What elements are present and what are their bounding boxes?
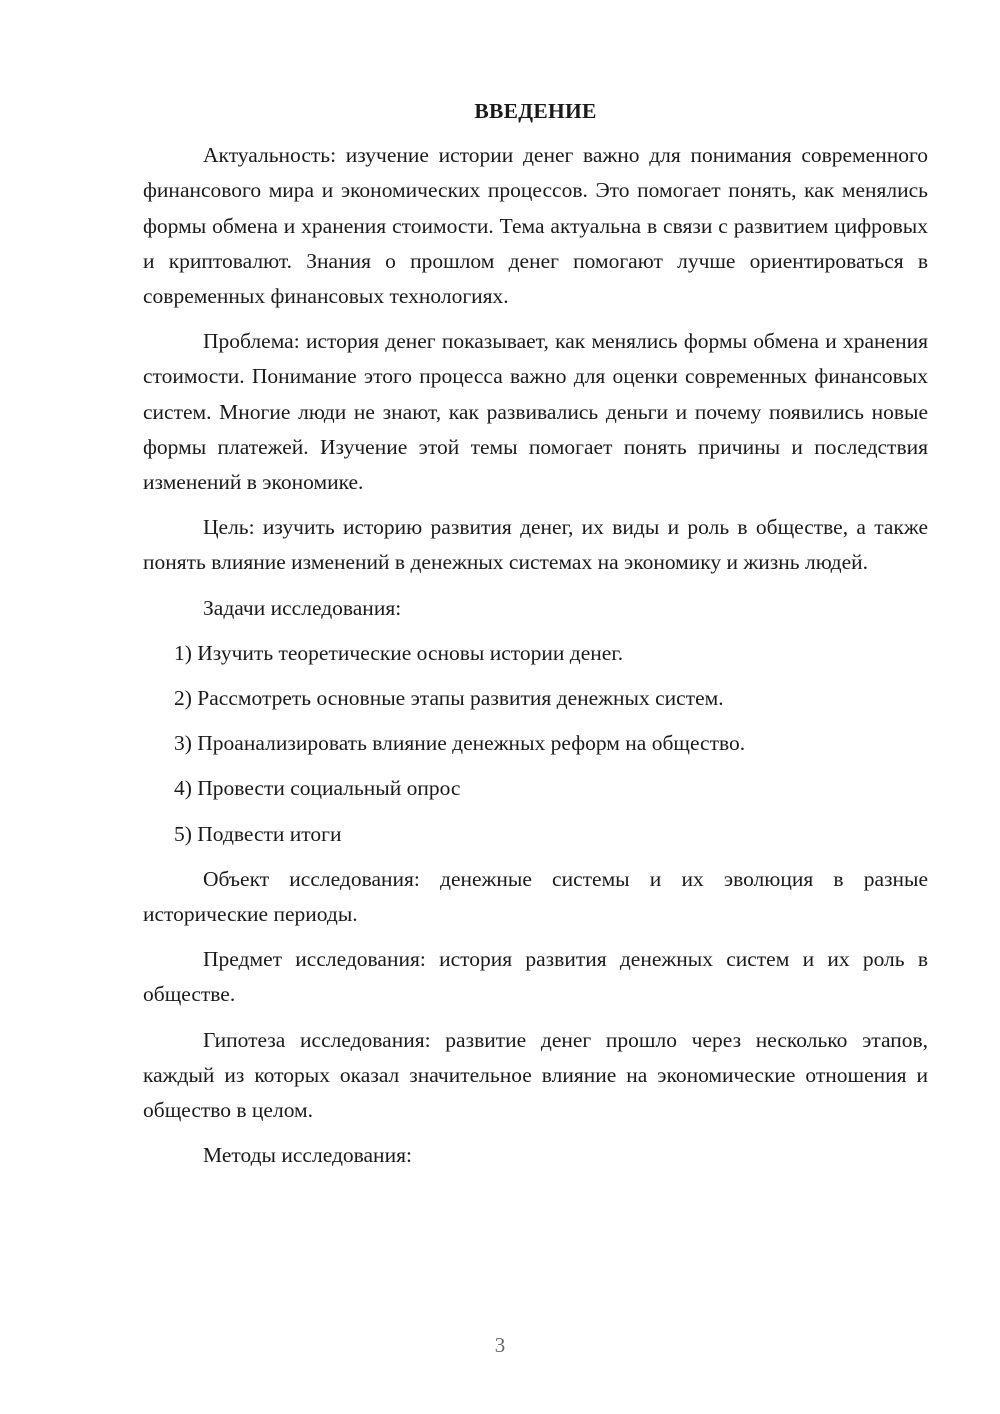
tasks-heading: Задачи исследования: [203,595,402,620]
task-item: 3) Проанализировать влияние денежных реформ на общество. [174,731,746,756]
page-number: 3 [494,1333,506,1357]
problem-paragraph: Проблема: история денег показывает, как менялись формы обмена и хранения стоимости. Понимание этого процесса важно для оценки современных финансовых систем. Многие люди не знают, как развивались деньги и почему появились новые формы платежей. Изучение этой темы помогает понять причины и последствия изменений в экономике. [143,329,928,495]
hypothesis-paragraph: Гипотеза исследования: развитие денег прошло через несколько этапов, каждый из которых оказал значительное влияние на экономические отношения и общество в целом. [143,1027,928,1123]
task-item: 1) Изучить теоретические основы истории денег. [174,640,624,665]
object-paragraph: Объект исследования: денежные системы и их эволюция в разные исторические периоды. [143,866,928,927]
section-title: ВВЕДЕНИЕ [474,99,597,123]
task-item: 5) Подвести итоги [174,821,342,846]
task-item: 4) Провести социальный опрос [174,776,461,801]
task-item: 2) Рассмотреть основные этапы развития денежных систем. [174,686,724,711]
goal-paragraph: Цель: изучить историю развития денег, их виды и роль в обществе, а также понять влияние изменений в денежных системах на экономику и жизнь людей. [143,515,928,575]
methods-heading: Методы исследования: [203,1143,412,1168]
document-page [143,94,928,1183]
subject-paragraph: Предмет исследования: история развития денежных систем и их роль в обществе. [143,947,928,1007]
relevance-paragraph: Актуальность: изучение истории денег важно для понимания современного финансового мира и экономических процессов. Это помогает понять, как менялись формы обмена и хранения стоимости. Тема актуальна в связи с развитием цифровых и криптовалют. Знания о прошлом денег помогают лучше ориентироваться в современных финансовых технологиях. [143,143,928,309]
